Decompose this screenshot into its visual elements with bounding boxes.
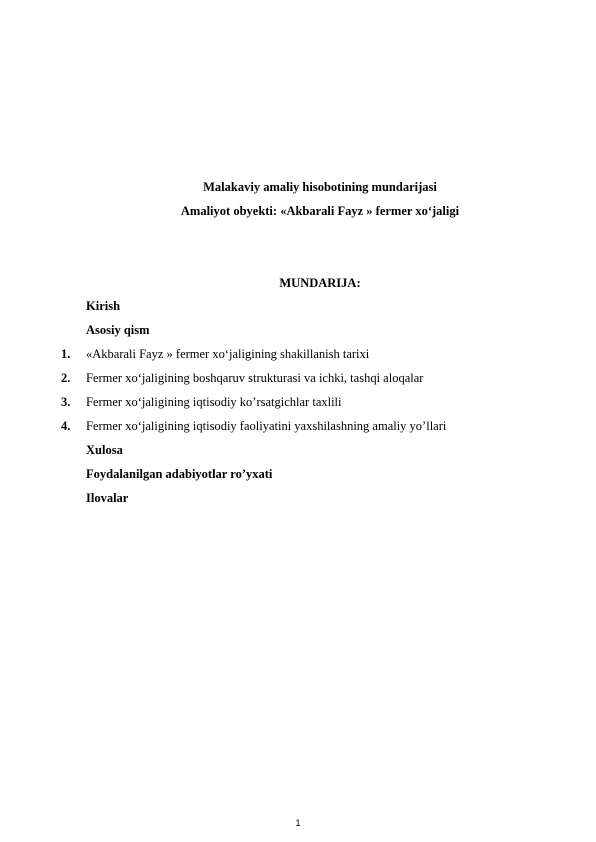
- toc-item-text: Fermer xo‘jaligining boshqaruv strukturasi va ichki, tashqi aloqalar: [86, 371, 424, 385]
- toc-item-number: 4.: [61, 419, 71, 433]
- toc-item-text: Asosiy qism: [86, 323, 150, 337]
- page-number: 1: [295, 818, 301, 828]
- toc-item-text: Foydalanilgan adabiyotlar ro’yxati: [86, 467, 273, 481]
- document-subtitle: Amaliyot obyekti: «Akbarali Fayz » fermer xo‘jaligi: [180, 204, 460, 218]
- toc-item-number: 3.: [61, 395, 71, 409]
- toc-item-number: 2.: [61, 371, 71, 385]
- toc-item-text: Kirish: [86, 299, 121, 313]
- document-title: Malakaviy amaliy hisobotining mundarijasi: [203, 180, 437, 194]
- toc-item-text: «Akbarali Fayz » fermer xo‘jaligining shakillanish tarixi: [86, 347, 370, 361]
- toc-item-text: Xulosa: [86, 443, 123, 457]
- toc-item-text: Ilovalar: [86, 491, 129, 505]
- toc-heading: MUNDARIJA:: [279, 276, 361, 290]
- toc-item-text: Fermer xo‘jaligining iqtisodiy faoliyatini yaxshilashning amaliy yo’llari: [86, 419, 447, 433]
- toc-item-number: 1.: [61, 347, 71, 361]
- toc-item-text: Fermer xo‘jaligining iqtisodiy ko’rsatgichlar taxlili: [86, 395, 342, 409]
